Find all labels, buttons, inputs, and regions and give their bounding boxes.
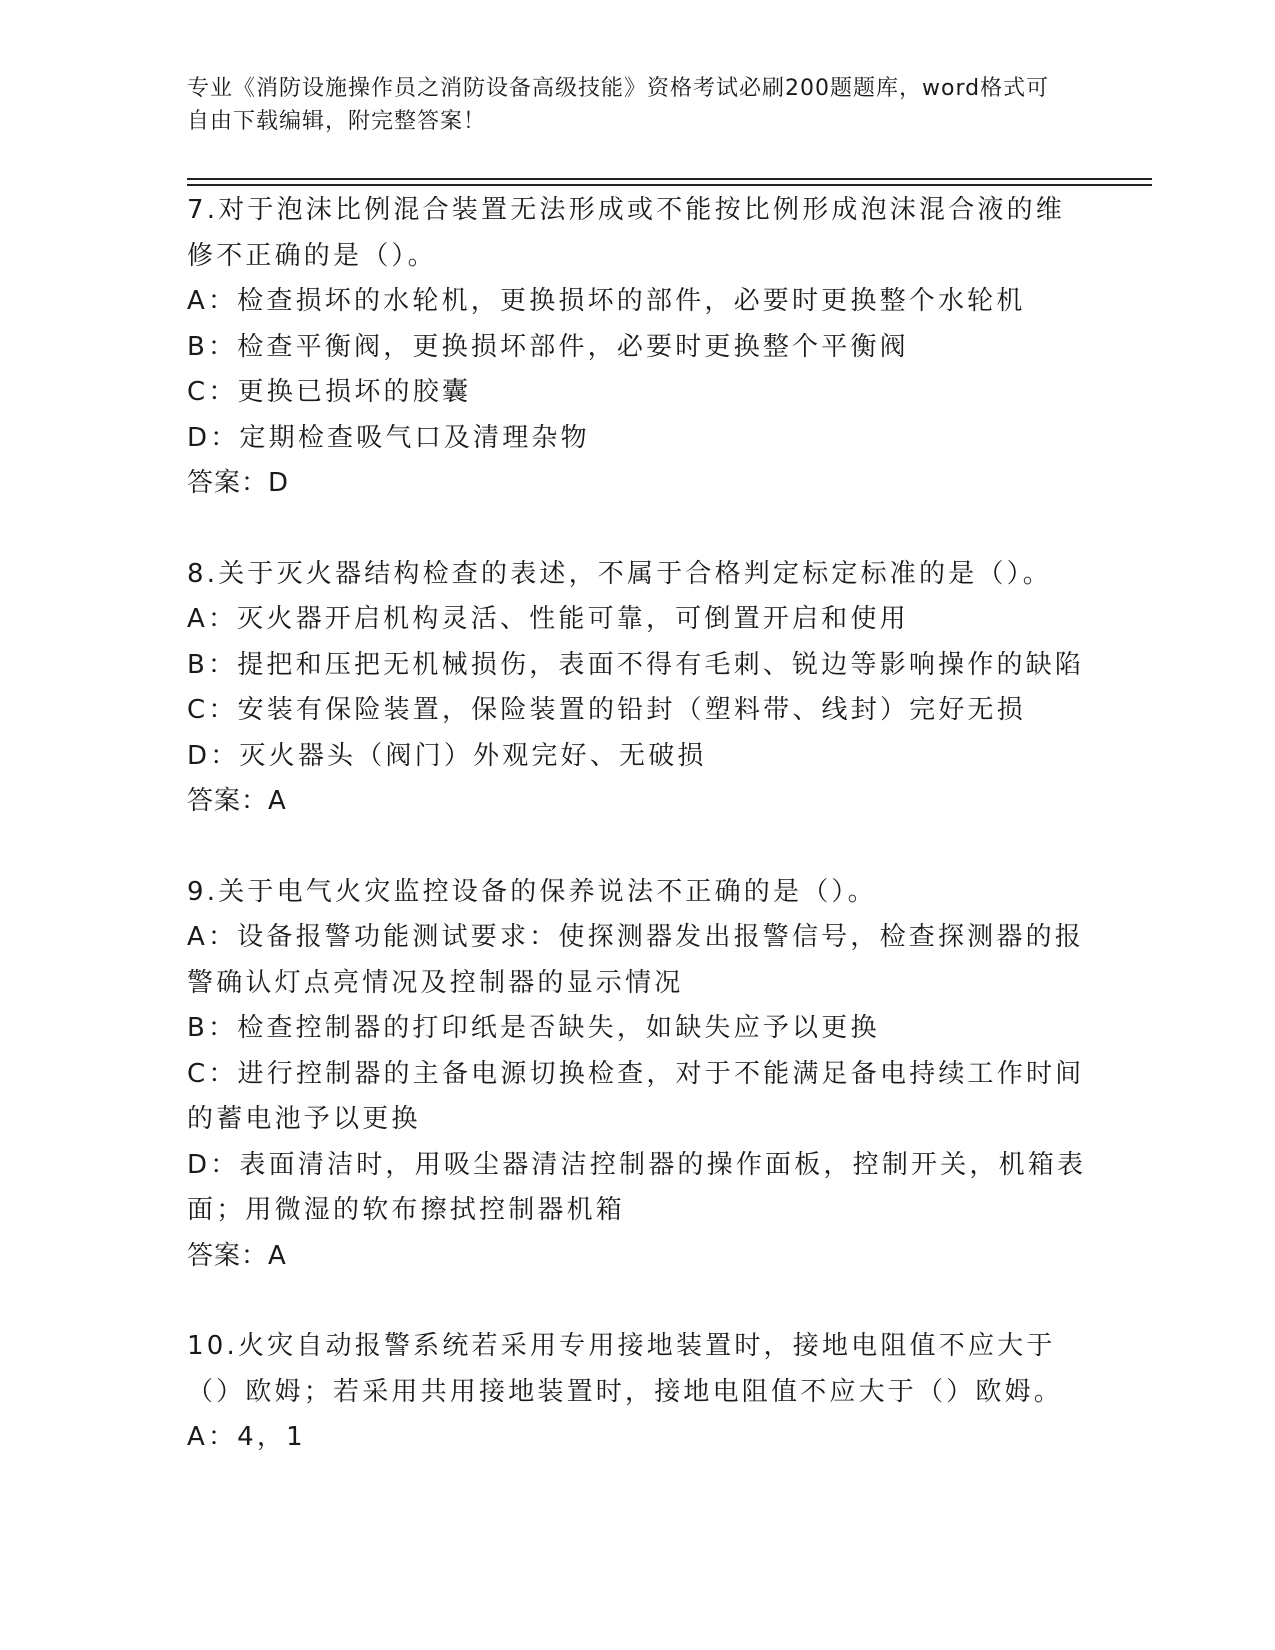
option-a: A：检查损坏的水轮机，更换损坏的部件，必要时更换整个水轮机 <box>187 286 1026 316</box>
question-stem: 10.火灾自动报警系统若采用专用接地装置时，接地电阻值不应大于（）欧姆；若采用共用接地装置时，接地电阻值不应大于（）欧姆。 <box>187 1331 1064 1407</box>
header-divider-bottom <box>187 184 1152 186</box>
option-b: B：检查控制器的打印纸是否缺失，如缺失应予以更换 <box>187 1013 880 1043</box>
option-a: A：4，1 <box>187 1422 306 1452</box>
option-c: C：更换已损坏的胶囊 <box>187 377 472 407</box>
answer-line: 答案：D <box>187 468 290 498</box>
option-d: D：表面清洁时，用吸尘器清洁控制器的操作面板，控制开关，机箱表面；用微湿的软布擦拭控制器机箱 <box>187 1149 1087 1225</box>
answer-line: 答案：A <box>187 1240 287 1271</box>
option-c: C：进行控制器的主备电源切换检查，对于不能满足备电持续工作时间的蓄电池予以更换 <box>187 1058 1085 1134</box>
question-stem: 9.关于电气火灾监控设备的保养说法不正确的是（）。 <box>187 876 877 907</box>
option-a: A：灭火器开启机构灵活、性能可靠，可倒置开启和使用 <box>187 604 909 634</box>
question-stem: 7.对于泡沫比例混合装置无法形成或不能按比例形成泡沫混合液的维修不正确的是（）。 <box>187 195 1066 271</box>
question-item <box>187 188 1087 507</box>
option-d: D：定期检查吸气口及清理杂物 <box>187 422 590 453</box>
answer-line: 答案：A <box>187 786 287 816</box>
header-divider-top <box>187 178 1152 180</box>
question-item <box>187 552 1087 825</box>
question-stem: 8.关于灭火器结构检查的表述，不属于合格判定标定标准的是（）。 <box>187 558 1053 589</box>
document-header: 专业《消防设施操作员之消防设备高级技能》资格考试必刷200题题库，word格式可自由下载编辑，附完整答案！ <box>187 76 1050 134</box>
question-item <box>187 870 1087 1280</box>
question-list <box>187 188 1087 1461</box>
option-b: B：提把和压把无机械损伤，表面不得有毛刺、锐边等影响操作的缺陷 <box>187 649 1085 680</box>
option-d: D：灭火器头（阀门）外观完好、无破损 <box>187 740 707 771</box>
option-a: A：设备报警功能测试要求：使探测器发出报警信号，检查探测器的报警确认灯点亮情况及控制器的显示情况 <box>187 922 1084 998</box>
question-item <box>187 1324 1087 1461</box>
option-c: C：安装有保险装置，保险装置的铅封（塑料带、线封）完好无损 <box>187 695 1026 725</box>
option-b: B：检查平衡阀，更换损坏部件，必要时更换整个平衡阀 <box>187 331 909 362</box>
